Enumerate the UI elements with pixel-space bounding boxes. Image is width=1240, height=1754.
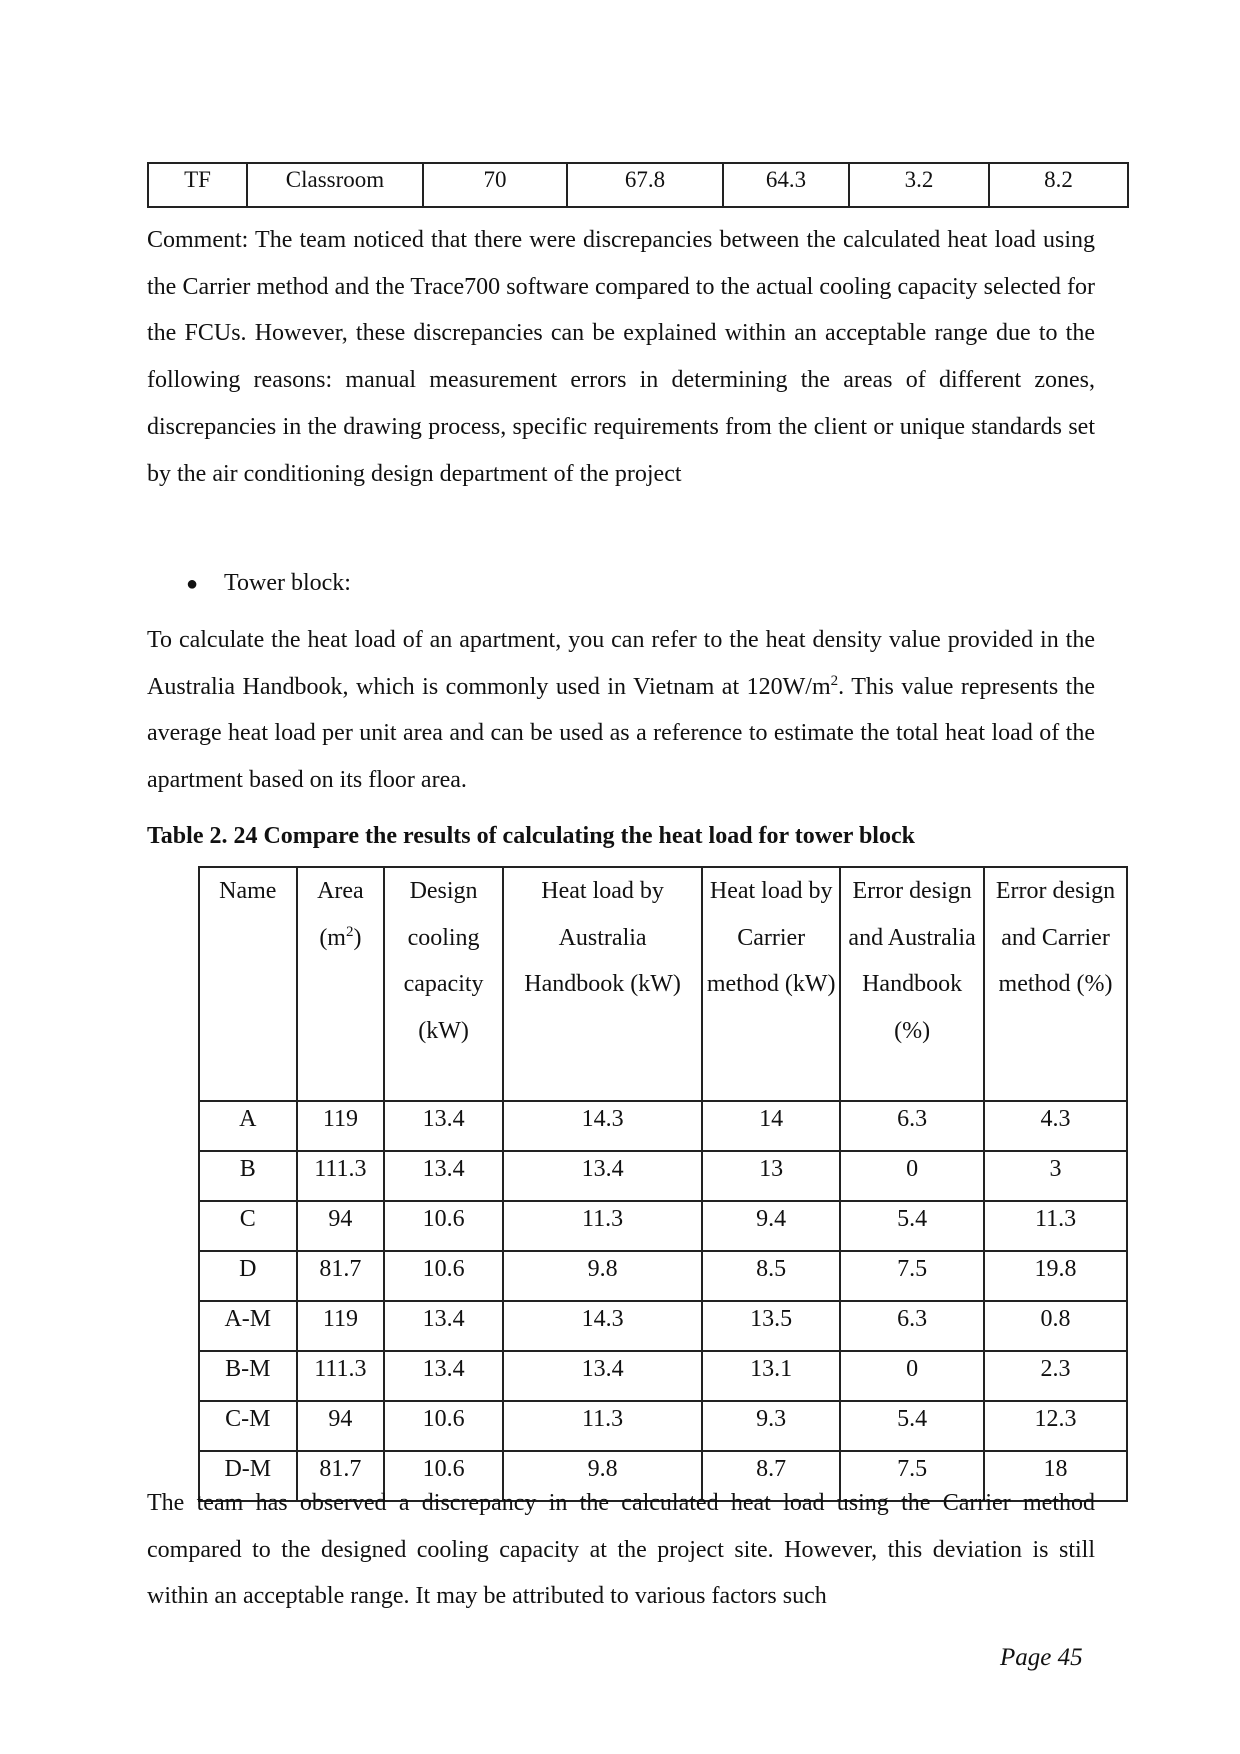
table-cell: 14.3: [503, 1101, 702, 1151]
header-australia-load: Heat load by Australia Handbook (kW): [503, 867, 702, 1101]
table-cell: 13.4: [384, 1101, 503, 1151]
table-cell: 18: [984, 1451, 1127, 1501]
table-cell: 67.8: [567, 163, 723, 207]
table-cell: B-M: [199, 1351, 297, 1401]
table-cell: 0.8: [984, 1301, 1127, 1351]
table-cell: 13.5: [702, 1301, 840, 1351]
table-cell: 6.3: [840, 1301, 984, 1351]
table-cell: 9.8: [503, 1451, 702, 1501]
closing-paragraph: The team has observed a discrepancy in the calculated heat load using the Carrier method compared to the designed cooling capacity at the project site. However, this deviation is still within an acceptable range. It may be attributed to various factors such: [147, 1490, 1095, 1610]
table-cell: 3: [984, 1151, 1127, 1201]
table-cell: 111.3: [297, 1151, 385, 1201]
header-carrier-load: Heat load by Carrier method (kW): [702, 867, 840, 1101]
table-cell: 11.3: [984, 1201, 1127, 1251]
table-cell: D: [199, 1251, 297, 1301]
table-cell: 9.8: [503, 1251, 702, 1301]
table-cell: 13.4: [503, 1151, 702, 1201]
page-number: Page 45: [1000, 1644, 1083, 1671]
table-cell: 11.3: [503, 1401, 702, 1451]
classroom-row-table: [147, 162, 1129, 208]
table-cell: 64.3: [723, 163, 849, 207]
bullet-item: [186, 560, 351, 607]
table-cell: 10.6: [384, 1451, 503, 1501]
table-cell: 19.8: [984, 1251, 1127, 1301]
table-cell: 2.3: [984, 1351, 1127, 1401]
table-cell: 13.4: [384, 1351, 503, 1401]
table-cell: 119: [297, 1101, 385, 1151]
table-cell: 9.4: [702, 1201, 840, 1251]
table-cell: 111.3: [297, 1351, 385, 1401]
table-cell: B: [199, 1151, 297, 1201]
table-cell: 8.7: [702, 1451, 840, 1501]
table-cell: 3.2: [849, 163, 989, 207]
table-row: [199, 1151, 1127, 1201]
intro-paragraph: To calculate the heat load of an apartment, you can refer to the heat density value provided in the Australia Handbook, which is commonly used in Vietnam at $120W/m^2$. This value represents the average heat load per unit area and can be used as a reference to estimate the total heat load of the apartment based on its floor area.: [147, 627, 1095, 794]
table-cell: 94: [297, 1201, 385, 1251]
table-caption: Table 2. 24 Compare the results of calculating the heat load for tower block: [147, 823, 915, 849]
table-cell: 13.1: [702, 1351, 840, 1401]
table-cell: 119: [297, 1301, 385, 1351]
table-cell: 13.4: [384, 1151, 503, 1201]
table-row: [199, 1401, 1127, 1451]
table-cell: 81.7: [297, 1451, 385, 1501]
table-row: [199, 1351, 1127, 1401]
header-name: Name: [199, 867, 297, 1101]
table-cell: 8.2: [989, 163, 1128, 207]
table-cell: 11.3: [503, 1201, 702, 1251]
table-body: [199, 1101, 1127, 1501]
table-header-row: [199, 867, 1127, 1101]
table-cell: 0: [840, 1351, 984, 1401]
table-cell: C: [199, 1201, 297, 1251]
bullet-icon: ●: [186, 573, 199, 595]
table-cell: 10.6: [384, 1201, 503, 1251]
table-cell: A-M: [199, 1301, 297, 1351]
table-cell: C-M: [199, 1401, 297, 1451]
table-cell: 10.6: [384, 1251, 503, 1301]
table-cell: 10.6: [384, 1401, 503, 1451]
table-cell: 4.3: [984, 1101, 1127, 1151]
table-cell: 70: [423, 163, 567, 207]
table-cell: 5.4: [840, 1201, 984, 1251]
bullet-text: Tower block:: [224, 570, 351, 596]
comment-paragraph: Comment: The team noticed that there were discrepancies between the calculated heat load using the Carrier method and the Trace700 software compared to the actual cooling capacity selected for the FCUs. However, these discrepancies can be explained within an acceptable range due to the following reasons: manual measurement errors in determining the areas of different zones, discrepancies in the drawing process, specific requirements from the client or unique standards set by the air conditioning design department of the project: [147, 227, 1095, 487]
table-cell: 12.3: [984, 1401, 1127, 1451]
table-cell: TF: [148, 163, 247, 207]
heat-load-table: [198, 866, 1128, 1502]
header-error-carrier: Error design and Carrier method (%): [984, 867, 1127, 1101]
table-cell: 14.3: [503, 1301, 702, 1351]
table-cell: 94: [297, 1401, 385, 1451]
header-error-australia: Error design and Australia Handbook (%): [840, 867, 984, 1101]
table-cell: 0: [840, 1151, 984, 1201]
table-cell: 7.5: [840, 1251, 984, 1301]
table-cell: 5.4: [840, 1401, 984, 1451]
table-cell: Classroom: [247, 163, 423, 207]
table-cell: 14: [702, 1101, 840, 1151]
table-row: [199, 1201, 1127, 1251]
table-row: [199, 1301, 1127, 1351]
table-row: [148, 163, 1128, 207]
table-row: [199, 1101, 1127, 1151]
table-cell: 81.7: [297, 1251, 385, 1301]
table-cell: 13.4: [503, 1351, 702, 1401]
header-area: Area $(m^2)$: [297, 867, 385, 1101]
table-row: [199, 1251, 1127, 1301]
table-cell: A: [199, 1101, 297, 1151]
table-cell: 8.5: [702, 1251, 840, 1301]
header-design-capacity: Design cooling capacity (kW): [384, 867, 503, 1101]
table-cell: 13: [702, 1151, 840, 1201]
table-cell: 13.4: [384, 1301, 503, 1351]
table-cell: 7.5: [840, 1451, 984, 1501]
table-cell: 9.3: [702, 1401, 840, 1451]
table-cell: D-M: [199, 1451, 297, 1501]
table-cell: 6.3: [840, 1101, 984, 1151]
